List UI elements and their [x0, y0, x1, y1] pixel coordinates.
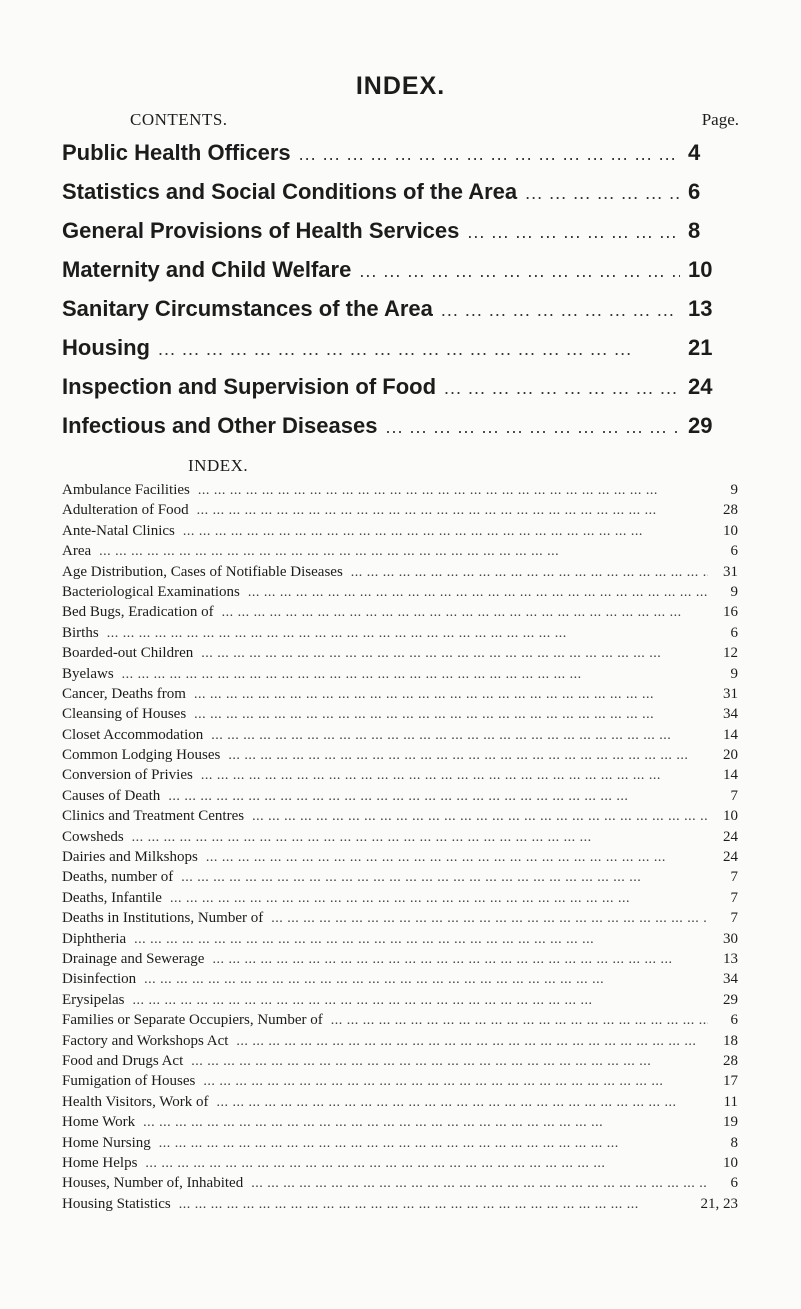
page-title: INDEX. — [355, 72, 446, 100]
index-entry-page: 21, 23 — [700, 1195, 738, 1212]
index-entry-page: 6 — [730, 624, 738, 641]
dot-leader — [385, 413, 680, 439]
contents-entry — [62, 140, 724, 179]
index-entry-page: 7 — [730, 889, 738, 906]
contents-entry-label: Housing — [62, 335, 150, 360]
dot-leader — [201, 767, 708, 784]
index-entry — [62, 971, 738, 991]
index-entry-page: 24 — [723, 849, 738, 866]
index-entry-page: 9 — [730, 482, 738, 498]
index-entry — [62, 931, 738, 951]
contents-entry-label: Sanitary Circumstances of the Area — [62, 296, 433, 321]
index-entry — [62, 1073, 738, 1093]
index-entry-label: Clinics and Treatment Centres — [62, 808, 245, 825]
dot-leader — [331, 1012, 708, 1029]
dot-leader — [134, 931, 708, 948]
index-entry-page: 31 — [723, 685, 738, 702]
index-entry-label: Housing Statistics — [62, 1195, 171, 1212]
index-entry-label: Factory and Workshops Act — [62, 1032, 229, 1049]
dot-leader — [251, 1175, 708, 1192]
index-entry-page: 20 — [723, 747, 738, 764]
index-entry-label: Home Nursing — [62, 1134, 151, 1151]
index-entry-label: Area — [62, 543, 92, 560]
dot-leader — [222, 604, 708, 621]
index-entry-label: Food and Drugs Act — [62, 1052, 184, 1069]
page-column-heading: Page. — [701, 110, 739, 129]
index-entry-page: 28 — [723, 502, 738, 519]
index-entry-page: 19 — [723, 1114, 738, 1131]
dot-leader — [194, 706, 708, 723]
contents-entry-page: 6 — [688, 179, 701, 204]
dot-leader — [159, 1135, 708, 1152]
contents-list — [62, 140, 724, 452]
contents-entry-label: Statistics and Social Conditions of the Area — [62, 179, 518, 204]
contents-heading: CONTENTS. — [130, 110, 228, 129]
index-entry-page: 14 — [723, 767, 738, 784]
index-entry-label: Fumigation of Houses — [62, 1073, 196, 1090]
contents-entry-label: Infectious and Other Diseases — [62, 413, 378, 438]
index-entry-label: Ambulance Facilities — [62, 482, 190, 498]
dot-leader — [145, 1155, 708, 1172]
index-entry — [62, 829, 738, 849]
dot-leader — [236, 1033, 708, 1050]
dot-leader — [144, 971, 708, 988]
dot-leader — [271, 910, 708, 927]
dot-leader — [168, 788, 708, 805]
dot-leader — [252, 808, 708, 825]
index-entry-page: 9 — [730, 665, 738, 682]
index-entry-label: Common Lodging Houses — [62, 747, 221, 764]
index-entry-page: 6 — [730, 1012, 738, 1029]
index-entry — [62, 1094, 738, 1114]
dot-leader — [143, 1114, 708, 1131]
contents-entry-page: 4 — [688, 140, 701, 165]
index-entry — [62, 727, 738, 747]
index-entry-label: Conversion of Privies — [62, 767, 193, 784]
index-entry-label: Cowsheds — [62, 828, 124, 845]
index-entry — [62, 910, 738, 930]
contents-entry — [62, 257, 724, 296]
index-entry-label: Cancer, Deaths from — [62, 685, 186, 702]
index-entry — [62, 523, 738, 543]
index-entry-label: Diphtheria — [62, 930, 127, 947]
dot-leader — [217, 1094, 709, 1111]
index-entry-page: 7 — [730, 869, 738, 886]
dot-leader — [206, 849, 708, 866]
index-heading: INDEX. — [188, 456, 249, 475]
dot-leader — [351, 564, 708, 581]
dot-leader — [183, 523, 708, 540]
index-entry-page: 14 — [723, 726, 738, 743]
index-entry — [62, 788, 738, 808]
dot-leader — [201, 645, 708, 662]
index-entry-label: Health Visitors, Work of — [62, 1093, 209, 1110]
index-entry-page: 24 — [723, 828, 738, 845]
index-entry — [62, 666, 738, 686]
dot-leader — [158, 335, 680, 361]
index-entry — [62, 1196, 738, 1216]
index-entry-page: 13 — [723, 950, 738, 967]
dot-leader — [198, 482, 708, 499]
index-entry-page: 31 — [723, 563, 738, 580]
index-entry — [62, 1114, 738, 1134]
contents-entry — [62, 413, 724, 452]
index-entry — [62, 645, 738, 665]
index-entry-page: 12 — [723, 645, 738, 662]
contents-entry-page: 29 — [688, 413, 713, 438]
index-entry-label: Closet Accommodation — [62, 726, 204, 743]
index-entry-page: 8 — [730, 1134, 738, 1151]
index-entry-label: Deaths, number of — [62, 869, 174, 886]
contents-entry-label: General Provisions of Health Services — [62, 218, 460, 243]
contents-entry — [62, 218, 724, 257]
index-entry — [62, 604, 738, 624]
index-entry — [62, 869, 738, 889]
index-entry — [62, 1033, 738, 1053]
index-entry-page: 10 — [723, 1154, 738, 1171]
index-entry — [62, 1053, 738, 1073]
dot-leader — [203, 1073, 708, 1090]
contents-entry — [62, 335, 724, 374]
index-list — [62, 482, 738, 1216]
contents-entry-page: 8 — [688, 218, 701, 243]
index-entry-label: Bacteriological Examinations — [62, 583, 240, 600]
index-entry-page: 9 — [730, 583, 738, 600]
index-entry — [62, 808, 738, 828]
index-entry — [62, 1135, 738, 1155]
index-entry-label: Deaths in Institutions, Number of — [62, 910, 264, 927]
dot-leader — [441, 296, 680, 322]
dot-leader — [359, 257, 680, 283]
index-entry — [62, 1175, 738, 1195]
contents-entry — [62, 374, 724, 413]
index-entry-label: Drainage and Sewerage — [62, 950, 205, 967]
dot-leader — [132, 992, 708, 1009]
index-entry-page: 34 — [723, 971, 738, 988]
index-entry-page: 6 — [730, 543, 738, 560]
dot-leader — [181, 869, 708, 886]
index-entry-page: 10 — [723, 522, 738, 539]
index-entry — [62, 767, 738, 787]
contents-entry-label: Public Health Officers — [62, 140, 291, 165]
index-entry-page: 34 — [723, 706, 738, 723]
index-entry-label: Families or Separate Occupiers, Number of — [62, 1012, 323, 1029]
index-entry — [62, 890, 738, 910]
dot-leader — [191, 1053, 708, 1070]
dot-leader — [132, 829, 708, 846]
index-entry — [62, 706, 738, 726]
index-entry — [62, 849, 738, 869]
dot-leader — [99, 543, 708, 560]
dot-leader — [211, 727, 708, 744]
index-entry-label: Dairies and Milkshops — [62, 849, 198, 866]
index-entry — [62, 747, 738, 767]
index-entry — [62, 625, 738, 645]
dot-leader — [170, 890, 708, 907]
index-entry-label: Causes of Death — [62, 787, 161, 804]
dot-leader — [228, 747, 708, 764]
dot-leader — [248, 584, 708, 601]
index-entry-page: 29 — [723, 991, 738, 1008]
index-entry-page: 7 — [730, 787, 738, 804]
index-entry-page: 16 — [723, 604, 738, 621]
dot-leader — [525, 179, 680, 205]
index-entry-label: Adulteration of Food — [62, 502, 189, 519]
dot-leader — [122, 666, 708, 683]
contents-entry — [62, 179, 724, 218]
index-entry-label: Disinfection — [62, 971, 137, 988]
index-entry-page: 6 — [730, 1175, 738, 1192]
contents-entry-label: Inspection and Supervision of Food — [62, 374, 437, 399]
index-entry — [62, 482, 738, 502]
index-entry-label: Ante-Natal Clinics — [62, 522, 175, 539]
index-entry-label: Deaths, Infantile — [62, 889, 162, 906]
dot-leader — [299, 140, 680, 166]
contents-entry-label: Maternity and Child Welfare — [62, 257, 352, 282]
index-entry-label: Home Helps — [62, 1154, 138, 1171]
dot-leader — [467, 218, 680, 244]
index-entry — [62, 992, 738, 1012]
index-entry-label: Births — [62, 624, 99, 641]
index-entry-label: Boarded-out Children — [62, 645, 194, 662]
index-entry — [62, 564, 738, 584]
index-entry-page: 17 — [723, 1073, 738, 1090]
index-entry — [62, 686, 738, 706]
dot-leader — [197, 502, 708, 519]
index-entry-label: Erysipelas — [62, 991, 125, 1008]
contents-entry-page: 13 — [688, 296, 713, 321]
index-entry-label: Home Work — [62, 1114, 136, 1131]
index-entry — [62, 1155, 738, 1175]
index-entry-page: 28 — [723, 1052, 738, 1069]
dot-leader — [212, 951, 708, 968]
index-entry-label: Cleansing of Houses — [62, 706, 187, 723]
index-entry-label: Bed Bugs, Eradication of — [62, 604, 214, 621]
contents-entry — [62, 296, 724, 335]
index-entry-label: Age Distribution, Cases of Notifiable Diseases — [62, 563, 343, 580]
dot-leader — [444, 374, 680, 400]
index-entry-page: 18 — [723, 1032, 738, 1049]
dot-leader — [107, 625, 708, 642]
dot-leader — [194, 686, 708, 703]
index-entry-page: 11 — [723, 1093, 738, 1110]
index-entry-page: 30 — [723, 930, 738, 947]
contents-entry-page: 10 — [688, 257, 713, 282]
contents-entry-page: 21 — [688, 335, 713, 360]
index-entry-page: 10 — [723, 808, 738, 825]
index-entry — [62, 584, 738, 604]
index-entry — [62, 951, 738, 971]
index-entry-label: Houses, Number of, Inhabited — [62, 1175, 244, 1192]
index-entry-label: Byelaws — [62, 665, 114, 682]
index-entry — [62, 1012, 738, 1032]
index-entry-page: 7 — [730, 910, 738, 927]
index-entry — [62, 502, 738, 522]
index-entry — [62, 543, 738, 563]
dot-leader — [179, 1196, 693, 1213]
contents-entry-page: 24 — [688, 374, 713, 399]
